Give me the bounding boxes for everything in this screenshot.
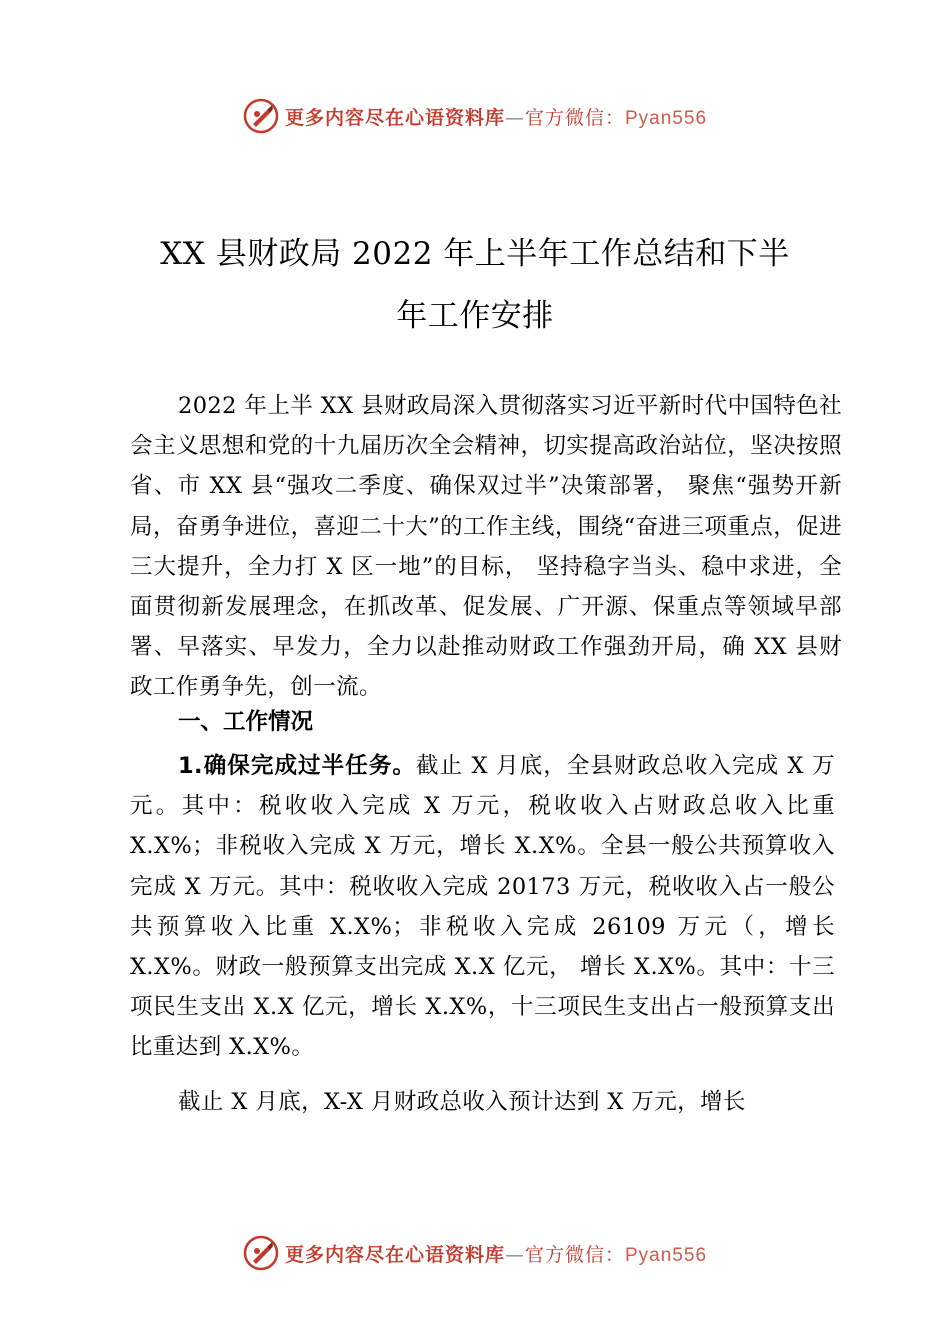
item-1-text: 截止 X 月底，全县财政总收入完成 X 万元。其中：税收收入完成 X 万元，税收收入占财政总收入比重 X.X%；非税收入完成 X 万元，增长 X.X%。全县一般公共预算收入完成 X 万元。其中：税收收入完成 20173 万元，税收收入占一般公共预算收入比重 X.X%；非税收入完成 26109 万元（，增长 X.X%。财政一般预算支出完成 X.X 亿元， 增长 X.X%。其中：十三项民生支出 X.X 亿元，增长 X.X%，十三项民生支出占一般预算支出比重达到 X.X%。: [130, 753, 835, 1061]
fountain-pen-logo-icon: [243, 1235, 279, 1271]
banner-brand: 更多内容尽在心语资料库: [284, 1243, 505, 1266]
item-1-lead: 1.确保完成过半任务。: [178, 753, 417, 779]
section-heading: 一、工作情况: [178, 709, 314, 735]
banner-text: [285, 103, 707, 130]
document-title-line-2: 年工作安排: [396, 298, 554, 334]
item-1-continuation: 截止 X 月底，X-X 月财政总收入预计达到 X 万元，增长: [178, 1089, 746, 1115]
intro-paragraph: 2022 年上半 XX 县财政局深入贯彻落实习近平新时代中国特色社会主义思想和党的十九届历次全会精神，切实提高政治站位，坚决按照省、市 XX 县“强攻二季度、确保双过半”决策部署， 聚焦“强势开新局，奋勇争进位，喜迎二十大”的工作主线，围绕“奋进三项重点，促进三大提升，全力打 X 区一地”的目标， 坚持稳字当头、稳中求进，全面贯彻新发展理念，在抓改革、促发展、广开源、保重点等领域早部署、早落实、早发力，全力以赴推动财政工作强劲开局，确 XX 县财政工作勇争先，创一流。: [130, 393, 842, 701]
banner-account: Pyan556: [625, 1244, 708, 1266]
banner-wechat-label: 官方微信：: [524, 106, 625, 129]
item-1-paragraph: [130, 746, 835, 1068]
banner-separator: —: [504, 1243, 525, 1266]
header-banner: [0, 96, 950, 136]
document-title-line-1: XX 县财政局 2022 年上半年工作总结和下半: [160, 236, 790, 272]
banner-brand: 更多内容尽在心语资料库: [284, 106, 505, 129]
banner-account: Pyan556: [625, 107, 708, 129]
banner-separator: —: [504, 106, 525, 129]
banner-wechat-label: 官方微信：: [524, 1243, 625, 1266]
footer-banner: [0, 1233, 950, 1273]
fountain-pen-logo-icon: [243, 98, 279, 134]
banner-text: [285, 1240, 707, 1267]
